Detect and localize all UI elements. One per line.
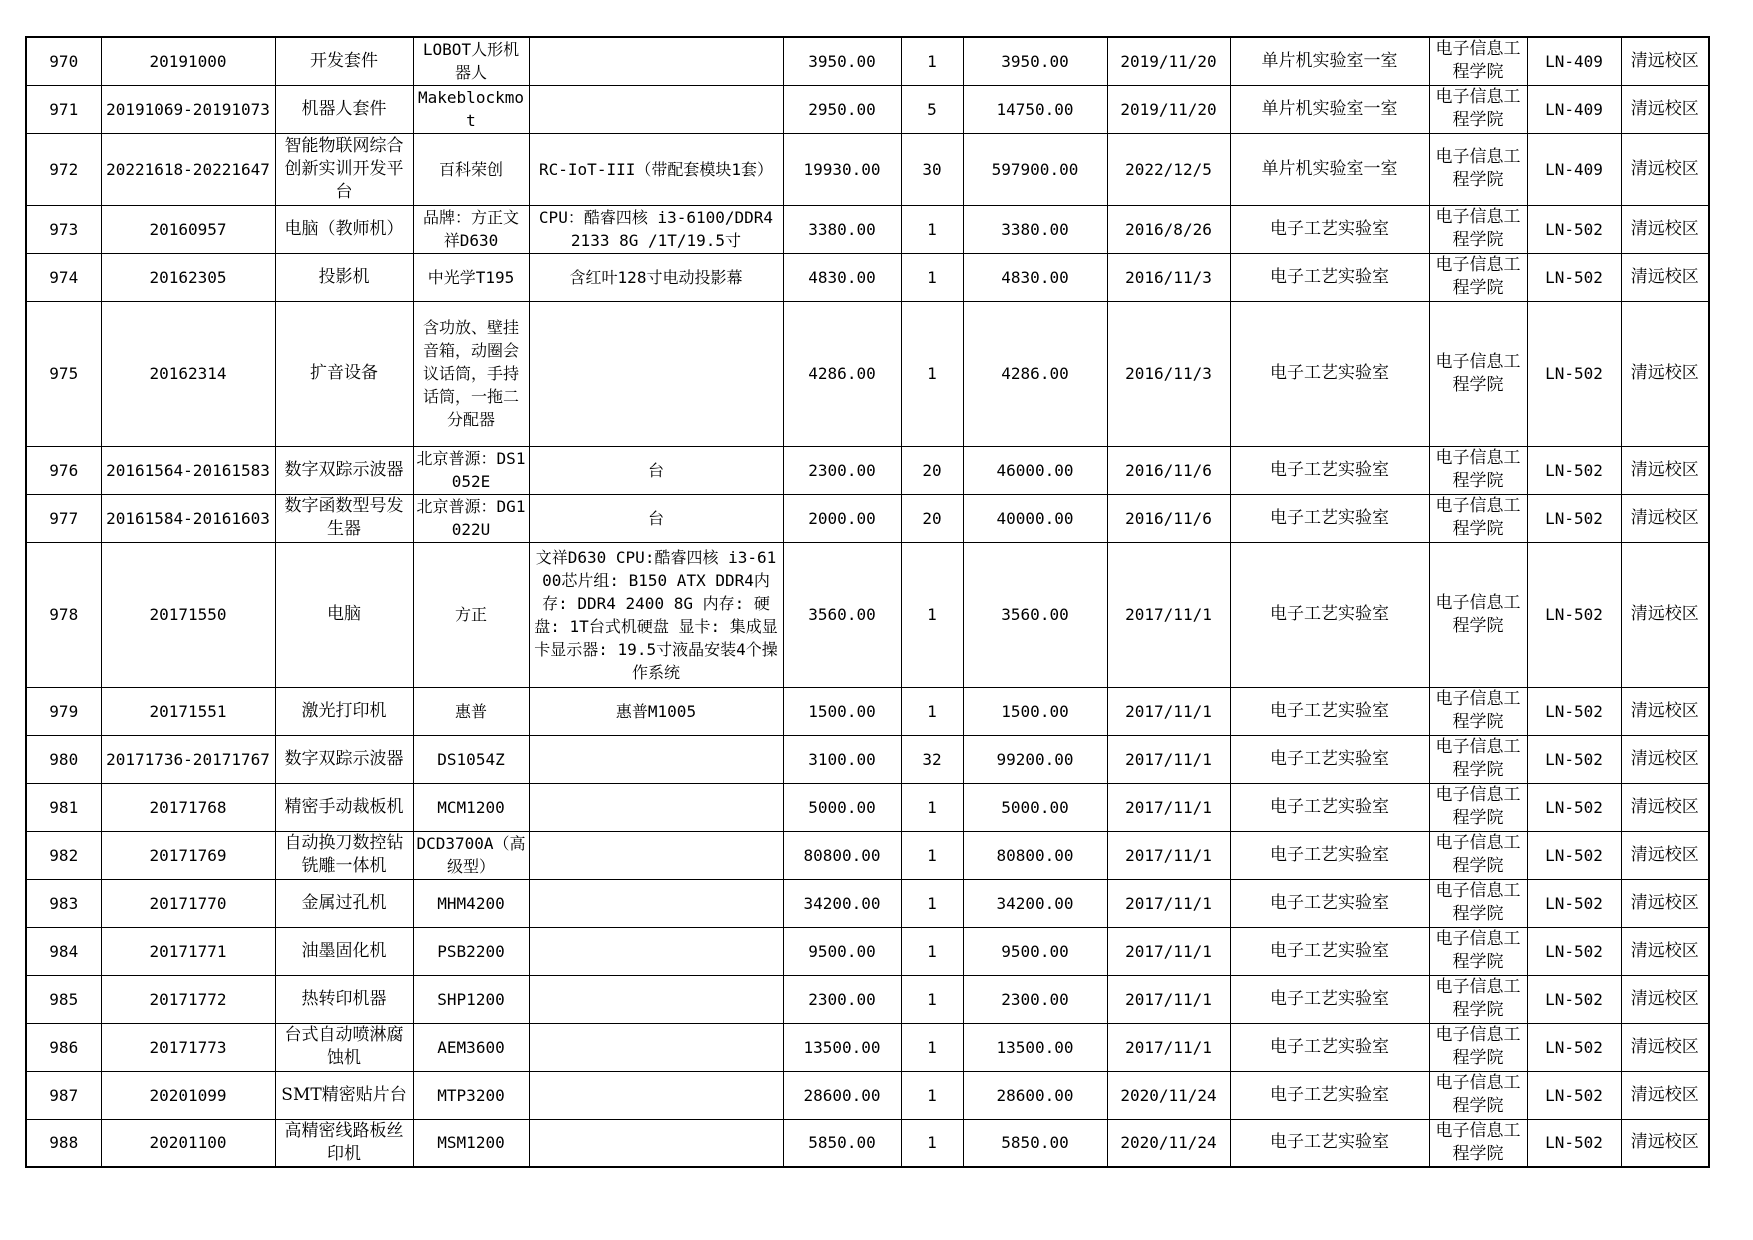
spec-cell (529, 927, 783, 975)
lab-room-cell: 电子工艺实验室 (1230, 783, 1429, 831)
department-cell: 电子信息工程学院 (1429, 927, 1527, 975)
purchase-date-cell: 2017/11/1 (1107, 831, 1230, 879)
location-code-cell: LN-502 (1527, 1023, 1621, 1071)
asset-id-cell: 20161564-20161583 (101, 446, 275, 494)
brand-model-cell: PSB2200 (413, 927, 529, 975)
lab-room-cell: 电子工艺实验室 (1230, 1023, 1429, 1071)
equipment-name-cell: 台式自动喷淋腐蚀机 (275, 1023, 413, 1071)
department-cell: 电子信息工程学院 (1429, 301, 1527, 446)
lab-room-cell: 电子工艺实验室 (1230, 975, 1429, 1023)
location-code-cell: LN-502 (1527, 205, 1621, 253)
row-number-cell: 974 (26, 253, 101, 301)
row-number-cell: 977 (26, 494, 101, 542)
campus-cell: 清远校区 (1621, 253, 1709, 301)
purchase-date-cell: 2016/11/6 (1107, 494, 1230, 542)
unit-price-cell: 9500.00 (783, 927, 901, 975)
location-code-cell: LN-409 (1527, 85, 1621, 133)
lab-room-cell: 电子工艺实验室 (1230, 879, 1429, 927)
table-row (26, 1023, 1709, 1071)
purchase-date-cell: 2017/11/1 (1107, 927, 1230, 975)
asset-id-cell: 20201099 (101, 1071, 275, 1119)
equipment-name-cell: 扩音设备 (275, 301, 413, 446)
asset-id-cell: 20171771 (101, 927, 275, 975)
campus-cell: 清远校区 (1621, 446, 1709, 494)
spec-cell: 台 (529, 446, 783, 494)
total-amount-cell: 80800.00 (963, 831, 1107, 879)
row-number-cell: 973 (26, 205, 101, 253)
department-cell: 电子信息工程学院 (1429, 831, 1527, 879)
campus-cell: 清远校区 (1621, 494, 1709, 542)
campus-cell: 清远校区 (1621, 783, 1709, 831)
unit-price-cell: 3380.00 (783, 205, 901, 253)
location-code-cell: LN-502 (1527, 687, 1621, 735)
asset-id-cell: 20191000 (101, 37, 275, 85)
spec-cell (529, 879, 783, 927)
row-number-cell: 983 (26, 879, 101, 927)
quantity-cell: 1 (901, 831, 963, 879)
asset-id-cell: 20171769 (101, 831, 275, 879)
location-code-cell: LN-409 (1527, 37, 1621, 85)
total-amount-cell: 3380.00 (963, 205, 1107, 253)
campus-cell: 清远校区 (1621, 687, 1709, 735)
unit-price-cell: 2950.00 (783, 85, 901, 133)
equipment-name-cell: 精密手动裁板机 (275, 783, 413, 831)
table-row (26, 37, 1709, 85)
lab-room-cell: 单片机实验室一室 (1230, 85, 1429, 133)
purchase-date-cell: 2016/11/6 (1107, 446, 1230, 494)
lab-room-cell: 电子工艺实验室 (1230, 831, 1429, 879)
brand-model-cell: MHM4200 (413, 879, 529, 927)
lab-room-cell: 电子工艺实验室 (1230, 253, 1429, 301)
asset-id-cell: 20171770 (101, 879, 275, 927)
campus-cell: 清远校区 (1621, 927, 1709, 975)
equipment-name-cell: 电脑 (275, 542, 413, 687)
quantity-cell: 5 (901, 85, 963, 133)
campus-cell: 清远校区 (1621, 542, 1709, 687)
row-number-cell: 978 (26, 542, 101, 687)
lab-room-cell: 单片机实验室一室 (1230, 133, 1429, 205)
location-code-cell: LN-502 (1527, 1119, 1621, 1167)
purchase-date-cell: 2017/11/1 (1107, 687, 1230, 735)
purchase-date-cell: 2016/11/3 (1107, 253, 1230, 301)
equipment-name-cell: 电脑（教师机） (275, 205, 413, 253)
quantity-cell: 1 (901, 205, 963, 253)
equipment-name-cell: SMT精密贴片台 (275, 1071, 413, 1119)
equipment-name-cell: 油墨固化机 (275, 927, 413, 975)
unit-price-cell: 4286.00 (783, 301, 901, 446)
location-code-cell: LN-502 (1527, 831, 1621, 879)
quantity-cell: 1 (901, 927, 963, 975)
total-amount-cell: 13500.00 (963, 1023, 1107, 1071)
quantity-cell: 20 (901, 494, 963, 542)
brand-model-cell: 中光学T195 (413, 253, 529, 301)
table-row (26, 133, 1709, 205)
table-row (26, 783, 1709, 831)
spec-cell (529, 735, 783, 783)
total-amount-cell: 2300.00 (963, 975, 1107, 1023)
table-row (26, 879, 1709, 927)
location-code-cell: LN-502 (1527, 446, 1621, 494)
total-amount-cell: 9500.00 (963, 927, 1107, 975)
equipment-name-cell: 智能物联网综合创新实训开发平台 (275, 133, 413, 205)
table-row (26, 253, 1709, 301)
unit-price-cell: 34200.00 (783, 879, 901, 927)
department-cell: 电子信息工程学院 (1429, 1023, 1527, 1071)
total-amount-cell: 5850.00 (963, 1119, 1107, 1167)
equipment-table (25, 36, 1710, 1168)
total-amount-cell: 46000.00 (963, 446, 1107, 494)
total-amount-cell: 28600.00 (963, 1071, 1107, 1119)
unit-price-cell: 1500.00 (783, 687, 901, 735)
table-row (26, 1119, 1709, 1167)
spec-cell: 文祥D630 CPU:酷睿四核 i3-6100芯片组: B150 ATX DDR4内存: DDR4 2400 8G 内存: 硬盘: 1T台式机硬盘 显卡: 集成显卡显示器: 19.5寸液晶安装4个操作系统 (529, 542, 783, 687)
brand-model-cell: 品牌：方正文祥D630 (413, 205, 529, 253)
spec-cell (529, 783, 783, 831)
lab-room-cell: 电子工艺实验室 (1230, 1071, 1429, 1119)
table-row (26, 494, 1709, 542)
unit-price-cell: 19930.00 (783, 133, 901, 205)
equipment-name-cell: 热转印机器 (275, 975, 413, 1023)
purchase-date-cell: 2020/11/24 (1107, 1119, 1230, 1167)
total-amount-cell: 4286.00 (963, 301, 1107, 446)
quantity-cell: 20 (901, 446, 963, 494)
department-cell: 电子信息工程学院 (1429, 879, 1527, 927)
department-cell: 电子信息工程学院 (1429, 205, 1527, 253)
purchase-date-cell: 2017/11/1 (1107, 735, 1230, 783)
unit-price-cell: 2300.00 (783, 975, 901, 1023)
unit-price-cell: 3560.00 (783, 542, 901, 687)
location-code-cell: LN-502 (1527, 783, 1621, 831)
location-code-cell: LN-502 (1527, 975, 1621, 1023)
table-row (26, 446, 1709, 494)
total-amount-cell: 4830.00 (963, 253, 1107, 301)
unit-price-cell: 2000.00 (783, 494, 901, 542)
unit-price-cell: 4830.00 (783, 253, 901, 301)
brand-model-cell: 北京普源：DS1052E (413, 446, 529, 494)
equipment-name-cell: 投影机 (275, 253, 413, 301)
location-code-cell: LN-502 (1527, 879, 1621, 927)
equipment-name-cell: 数字双踪示波器 (275, 735, 413, 783)
row-number-cell: 980 (26, 735, 101, 783)
quantity-cell: 1 (901, 1023, 963, 1071)
equipment-name-cell: 数字双踪示波器 (275, 446, 413, 494)
location-code-cell: LN-502 (1527, 927, 1621, 975)
spec-cell: 含红叶128寸电动投影幕 (529, 253, 783, 301)
unit-price-cell: 28600.00 (783, 1071, 901, 1119)
purchase-date-cell: 2019/11/20 (1107, 37, 1230, 85)
location-code-cell: LN-502 (1527, 253, 1621, 301)
row-number-cell: 979 (26, 687, 101, 735)
spec-cell: CPU：酷睿四核 i3-6100/DDR4 2133 8G /1T/19.5寸 (529, 205, 783, 253)
brand-model-cell: MCM1200 (413, 783, 529, 831)
department-cell: 电子信息工程学院 (1429, 494, 1527, 542)
purchase-date-cell: 2016/8/26 (1107, 205, 1230, 253)
lab-room-cell: 电子工艺实验室 (1230, 542, 1429, 687)
campus-cell: 清远校区 (1621, 205, 1709, 253)
purchase-date-cell: 2020/11/24 (1107, 1071, 1230, 1119)
row-number-cell: 984 (26, 927, 101, 975)
table-row (26, 542, 1709, 687)
table-row (26, 735, 1709, 783)
department-cell: 电子信息工程学院 (1429, 687, 1527, 735)
lab-room-cell: 电子工艺实验室 (1230, 687, 1429, 735)
equipment-name-cell: 数字函数型号发生器 (275, 494, 413, 542)
row-number-cell: 975 (26, 301, 101, 446)
quantity-cell: 1 (901, 879, 963, 927)
purchase-date-cell: 2017/11/1 (1107, 1023, 1230, 1071)
department-cell: 电子信息工程学院 (1429, 735, 1527, 783)
quantity-cell: 1 (901, 1071, 963, 1119)
quantity-cell: 1 (901, 687, 963, 735)
campus-cell: 清远校区 (1621, 133, 1709, 205)
total-amount-cell: 3950.00 (963, 37, 1107, 85)
row-number-cell: 971 (26, 85, 101, 133)
unit-price-cell: 2300.00 (783, 446, 901, 494)
quantity-cell: 32 (901, 735, 963, 783)
row-number-cell: 988 (26, 1119, 101, 1167)
campus-cell: 清远校区 (1621, 85, 1709, 133)
asset-id-cell: 20160957 (101, 205, 275, 253)
spec-cell (529, 1023, 783, 1071)
campus-cell: 清远校区 (1621, 1119, 1709, 1167)
asset-id-cell: 20191069-20191073 (101, 85, 275, 133)
lab-room-cell: 电子工艺实验室 (1230, 205, 1429, 253)
row-number-cell: 986 (26, 1023, 101, 1071)
campus-cell: 清远校区 (1621, 879, 1709, 927)
total-amount-cell: 5000.00 (963, 783, 1107, 831)
lab-room-cell: 电子工艺实验室 (1230, 735, 1429, 783)
lab-room-cell: 电子工艺实验室 (1230, 494, 1429, 542)
unit-price-cell: 3100.00 (783, 735, 901, 783)
spec-cell: 惠普M1005 (529, 687, 783, 735)
quantity-cell: 1 (901, 542, 963, 687)
lab-room-cell: 电子工艺实验室 (1230, 446, 1429, 494)
spec-cell (529, 85, 783, 133)
brand-model-cell: AEM3600 (413, 1023, 529, 1071)
quantity-cell: 1 (901, 1119, 963, 1167)
spec-cell (529, 37, 783, 85)
table-row (26, 975, 1709, 1023)
equipment-name-cell: 激光打印机 (275, 687, 413, 735)
brand-model-cell: 含功放、壁挂音箱，动圈会议话筒，手持话筒，一拖二分配器 (413, 301, 529, 446)
department-cell: 电子信息工程学院 (1429, 1119, 1527, 1167)
total-amount-cell: 3560.00 (963, 542, 1107, 687)
asset-id-cell: 20161584-20161603 (101, 494, 275, 542)
row-number-cell: 981 (26, 783, 101, 831)
asset-id-cell: 20171772 (101, 975, 275, 1023)
table-row (26, 1071, 1709, 1119)
unit-price-cell: 13500.00 (783, 1023, 901, 1071)
asset-id-cell: 20162314 (101, 301, 275, 446)
brand-model-cell: 惠普 (413, 687, 529, 735)
department-cell: 电子信息工程学院 (1429, 133, 1527, 205)
asset-id-cell: 20162305 (101, 253, 275, 301)
brand-model-cell: LOBOT人形机器人 (413, 37, 529, 85)
purchase-date-cell: 2016/11/3 (1107, 301, 1230, 446)
lab-room-cell: 电子工艺实验室 (1230, 301, 1429, 446)
quantity-cell: 1 (901, 253, 963, 301)
department-cell: 电子信息工程学院 (1429, 85, 1527, 133)
lab-room-cell: 单片机实验室一室 (1230, 37, 1429, 85)
purchase-date-cell: 2017/11/1 (1107, 542, 1230, 687)
department-cell: 电子信息工程学院 (1429, 542, 1527, 687)
equipment-name-cell: 自动换刀数控钻铣雕一体机 (275, 831, 413, 879)
asset-id-cell: 20171768 (101, 783, 275, 831)
purchase-date-cell: 2019/11/20 (1107, 85, 1230, 133)
row-number-cell: 976 (26, 446, 101, 494)
campus-cell: 清远校区 (1621, 1023, 1709, 1071)
asset-id-cell: 20221618-20221647 (101, 133, 275, 205)
purchase-date-cell: 2017/11/1 (1107, 879, 1230, 927)
department-cell: 电子信息工程学院 (1429, 253, 1527, 301)
brand-model-cell: 方正 (413, 542, 529, 687)
total-amount-cell: 40000.00 (963, 494, 1107, 542)
table-row (26, 301, 1709, 446)
location-code-cell: LN-502 (1527, 301, 1621, 446)
purchase-date-cell: 2017/11/1 (1107, 783, 1230, 831)
unit-price-cell: 5000.00 (783, 783, 901, 831)
campus-cell: 清远校区 (1621, 1071, 1709, 1119)
spec-cell (529, 975, 783, 1023)
brand-model-cell: DCD3700A（高级型） (413, 831, 529, 879)
campus-cell: 清远校区 (1621, 301, 1709, 446)
unit-price-cell: 5850.00 (783, 1119, 901, 1167)
asset-id-cell: 20201100 (101, 1119, 275, 1167)
row-number-cell: 987 (26, 1071, 101, 1119)
brand-model-cell: 百科荣创 (413, 133, 529, 205)
spec-cell (529, 1071, 783, 1119)
total-amount-cell: 1500.00 (963, 687, 1107, 735)
purchase-date-cell: 2022/12/5 (1107, 133, 1230, 205)
quantity-cell: 30 (901, 133, 963, 205)
campus-cell: 清远校区 (1621, 37, 1709, 85)
purchase-date-cell: 2017/11/1 (1107, 975, 1230, 1023)
lab-room-cell: 电子工艺实验室 (1230, 927, 1429, 975)
location-code-cell: LN-502 (1527, 542, 1621, 687)
quantity-cell: 1 (901, 301, 963, 446)
location-code-cell: LN-502 (1527, 494, 1621, 542)
row-number-cell: 982 (26, 831, 101, 879)
row-number-cell: 972 (26, 133, 101, 205)
total-amount-cell: 99200.00 (963, 735, 1107, 783)
brand-model-cell: 北京普源：DG1022U (413, 494, 529, 542)
department-cell: 电子信息工程学院 (1429, 37, 1527, 85)
campus-cell: 清远校区 (1621, 735, 1709, 783)
spec-cell (529, 301, 783, 446)
equipment-name-cell: 机器人套件 (275, 85, 413, 133)
department-cell: 电子信息工程学院 (1429, 783, 1527, 831)
brand-model-cell: Makeblockmot (413, 85, 529, 133)
equipment-name-cell: 金属过孔机 (275, 879, 413, 927)
total-amount-cell: 34200.00 (963, 879, 1107, 927)
department-cell: 电子信息工程学院 (1429, 975, 1527, 1023)
unit-price-cell: 80800.00 (783, 831, 901, 879)
row-number-cell: 970 (26, 37, 101, 85)
brand-model-cell: MTP3200 (413, 1071, 529, 1119)
asset-id-cell: 20171773 (101, 1023, 275, 1071)
brand-model-cell: SHP1200 (413, 975, 529, 1023)
spec-cell: 台 (529, 494, 783, 542)
table-row (26, 85, 1709, 133)
department-cell: 电子信息工程学院 (1429, 446, 1527, 494)
asset-id-cell: 20171550 (101, 542, 275, 687)
total-amount-cell: 597900.00 (963, 133, 1107, 205)
equipment-name-cell: 高精密线路板丝印机 (275, 1119, 413, 1167)
spec-cell: RC-IoT-III（带配套模块1套） (529, 133, 783, 205)
table-row (26, 831, 1709, 879)
quantity-cell: 1 (901, 37, 963, 85)
quantity-cell: 1 (901, 975, 963, 1023)
unit-price-cell: 3950.00 (783, 37, 901, 85)
brand-model-cell: MSM1200 (413, 1119, 529, 1167)
equipment-name-cell: 开发套件 (275, 37, 413, 85)
campus-cell: 清远校区 (1621, 831, 1709, 879)
total-amount-cell: 14750.00 (963, 85, 1107, 133)
spec-cell (529, 1119, 783, 1167)
location-code-cell: LN-502 (1527, 735, 1621, 783)
brand-model-cell: DS1054Z (413, 735, 529, 783)
quantity-cell: 1 (901, 783, 963, 831)
campus-cell: 清远校区 (1621, 975, 1709, 1023)
lab-room-cell: 电子工艺实验室 (1230, 1119, 1429, 1167)
table-row (26, 927, 1709, 975)
location-code-cell: LN-409 (1527, 133, 1621, 205)
spec-cell (529, 831, 783, 879)
asset-id-cell: 20171551 (101, 687, 275, 735)
department-cell: 电子信息工程学院 (1429, 1071, 1527, 1119)
table-row (26, 205, 1709, 253)
table-row (26, 687, 1709, 735)
asset-id-cell: 20171736-20171767 (101, 735, 275, 783)
row-number-cell: 985 (26, 975, 101, 1023)
location-code-cell: LN-502 (1527, 1071, 1621, 1119)
